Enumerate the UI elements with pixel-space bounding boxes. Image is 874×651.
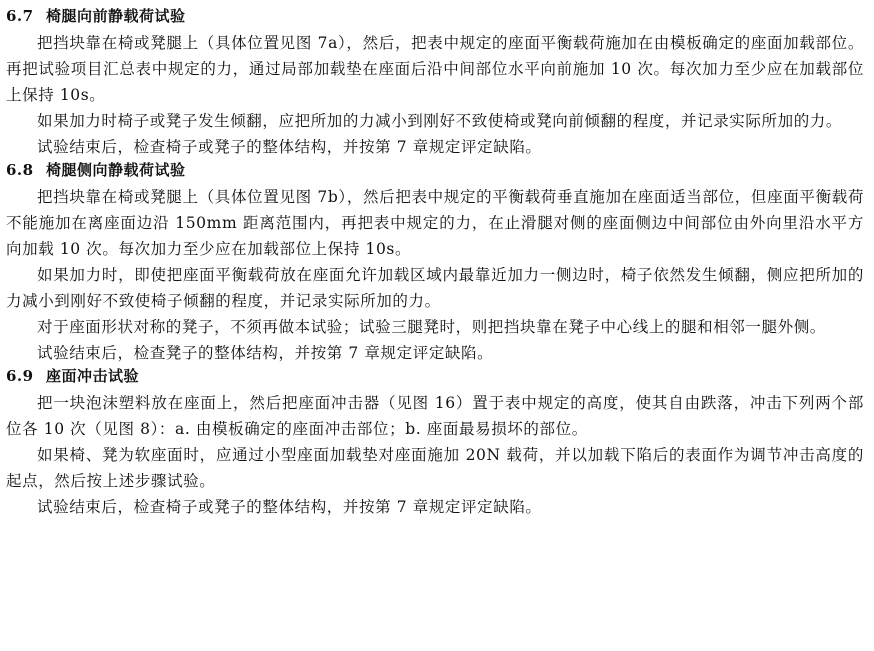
paragraph: 试验结束后，检查凳子的整体结构，并按第 7 章规定评定缺陷。: [37, 344, 494, 362]
section-6-9: [6, 366, 864, 520]
paragraph: 试验结束后，检查椅子或凳子的整体结构，并按第 7 章规定评定缺陷。: [37, 138, 542, 156]
paragraph: 对于座面形状对称的凳子，不须再做本试验；试验三腿凳时，则把挡块靠在凳子中心线上的腿和相邻一腿外侧。: [37, 318, 826, 336]
paragraph: 把一块泡沫塑料放在座面上，然后把座面冲击器（见图 16）置于表中规定的高度，使其自由跌落，冲击下列两个部位各 10 次（见图 8）：a. 由模板确定的座面冲击部位；b. 座面最易损坏的部位。: [6, 394, 864, 438]
section-heading: [6, 6, 864, 26]
section-number: 6.9: [6, 367, 34, 385]
paragraph: 如果加力时椅子或凳子发生倾翻，应把所加的力减小到刚好不致使椅或凳向前倾翻的程度，并记录实际所加的力。: [37, 112, 843, 130]
section-heading: [6, 160, 864, 180]
paragraph: 如果加力时，即使把座面平衡载荷放在座面允许加载区域内最靠近加力一侧边时，椅子依然发生倾翻，侧应把所加的力减小到刚好不致使椅子倾翻的程度，并记录实际所加的力。: [6, 266, 864, 310]
section-title: 座面冲击试验: [46, 367, 140, 385]
section-heading: [6, 366, 864, 386]
section-title: 椅腿侧向静载荷试验: [46, 161, 186, 179]
paragraph: 把挡块靠在椅或凳腿上（具体位置见图 7a），然后，把表中规定的座面平衡载荷施加在由模板确定的座面加载部位。再把试验项目汇总表中规定的力，通过局部加载垫在座面后沿中间部位水平向前施加 10 次。每次加力至少应在加载部位上保持 10s。: [6, 34, 864, 104]
section-title: 椅腿向前静载荷试验: [46, 7, 186, 25]
paragraph: 如果椅、凳为软座面时，应通过小型座面加载垫对座面施加 20N 载荷，并以加载下陷后的表面作为调节冲击高度的起点，然后按上述步骤试验。: [6, 446, 864, 490]
paragraph: 把挡块靠在椅或凳腿上（具体位置见图 7b），然后把表中规定的平衡载荷垂直施加在座面适当部位，但座面平衡载荷不能施加在离座面边沿 150mm 距离范围内，再把表中规定的力，在止滑腿对侧的座面侧边中间部位由外向里沿水平方向加载 10 次。每次加力至少应在加载部位上保持 10s。: [6, 188, 864, 258]
section-number: 6.7: [6, 7, 34, 25]
section-6-8: [6, 160, 864, 366]
section-number: 6.8: [6, 161, 34, 179]
paragraph: 试验结束后，检查椅子或凳子的整体结构，并按第 7 章规定评定缺陷。: [37, 498, 542, 516]
section-6-7: [6, 6, 864, 160]
